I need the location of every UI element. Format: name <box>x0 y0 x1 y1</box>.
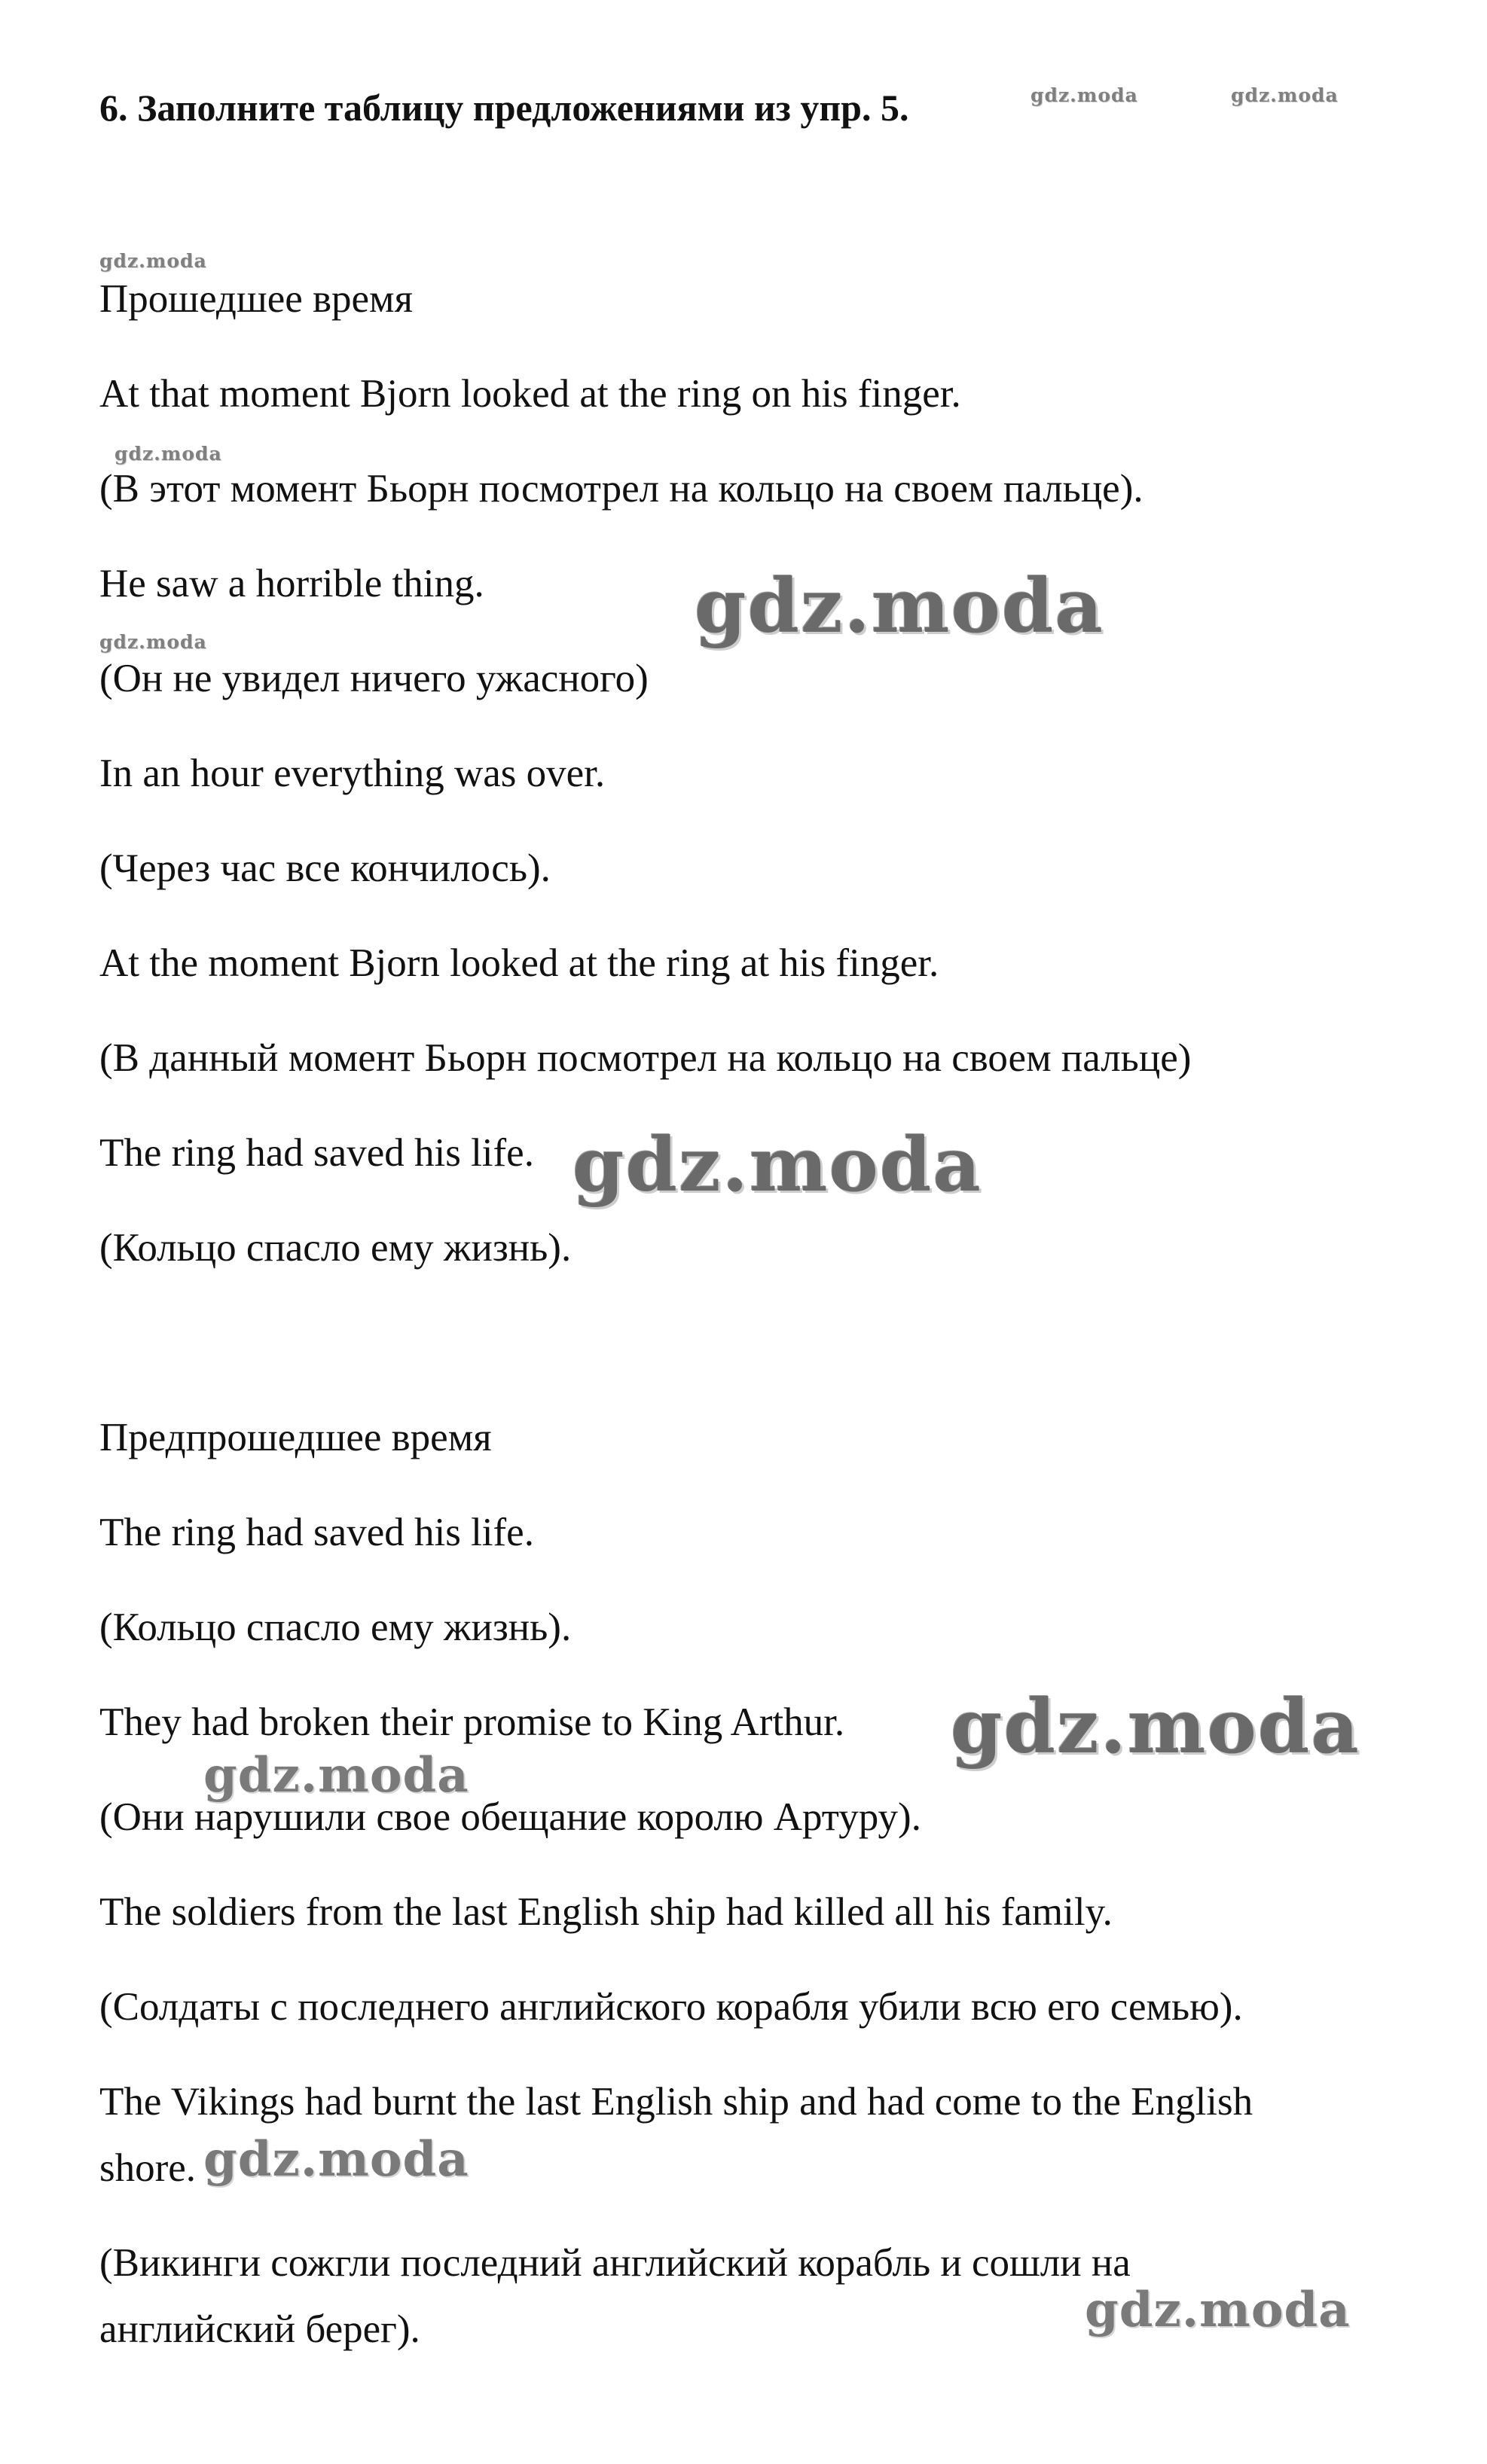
section-heading-past: Прошедшее время <box>99 277 413 321</box>
text-line: The ring had saved his life. <box>99 1511 534 1554</box>
text-line: (Они нарушили свое обещание королю Артуру). <box>99 1795 921 1839</box>
text-line: At the moment Bjorn looked at the ring at his finger. <box>99 941 939 985</box>
text-line: At that moment Bjorn looked at the ring on his finger. <box>99 372 961 416</box>
text-line: They had broken their promise to King Arthur. <box>99 1700 845 1744</box>
text-line: (Через час все кончилось). <box>99 846 551 890</box>
watermark: gdz.moda <box>1231 84 1339 106</box>
text-line: (Солдаты с последнего английского корабля убили всю его семью). <box>99 1985 1243 2029</box>
text-line: (В этот момент Бьорн посмотрел на кольцо на своем пальце). <box>99 467 1143 511</box>
watermark: gdz.moda <box>203 2131 469 2188</box>
watermark: gdz.moda <box>951 1684 1360 1770</box>
text-line: английский берег). <box>99 2307 420 2351</box>
text-line: (Кольцо спасло ему жизнь). <box>99 1226 572 1270</box>
watermark: gdz.moda <box>573 1122 982 1209</box>
watermark: gdz.moda <box>1085 2282 1351 2338</box>
watermark: gdz.moda <box>115 443 222 465</box>
text-line: He saw a horrible thing. <box>99 562 484 605</box>
text-line: The Vikings had burnt the last English ship and had come to the English <box>99 2080 1253 2124</box>
watermark: gdz.moda <box>695 563 1104 650</box>
section-heading-past-perfect: Предпрошедшее время <box>99 1416 492 1459</box>
text-line: (Кольцо спасло ему жизнь). <box>99 1606 572 1649</box>
text-line: shore. <box>99 2146 197 2190</box>
text-line: (В данный момент Бьорн посмотрел на кольцо на своем пальце) <box>99 1036 1192 1080</box>
watermark: gdz.moda <box>203 1747 469 1804</box>
text-line: The soldiers from the last English ship had killed all his family. <box>99 1890 1113 1934</box>
watermark: gdz.moda <box>1031 84 1138 106</box>
text-line: (Викинги сожгли последний английский корабль и сошли на <box>99 2241 1131 2285</box>
text-line: (Он не увидел ничего ужасного) <box>99 657 649 700</box>
watermark: gdz.moda <box>99 631 207 653</box>
task-title: 6. Заполните таблицу предложениями из упр. 5. <box>99 87 909 129</box>
text-line: The ring had saved his life. <box>99 1131 534 1175</box>
text-line: In an hour everything was over. <box>99 752 606 795</box>
watermark: gdz.moda <box>99 250 207 272</box>
